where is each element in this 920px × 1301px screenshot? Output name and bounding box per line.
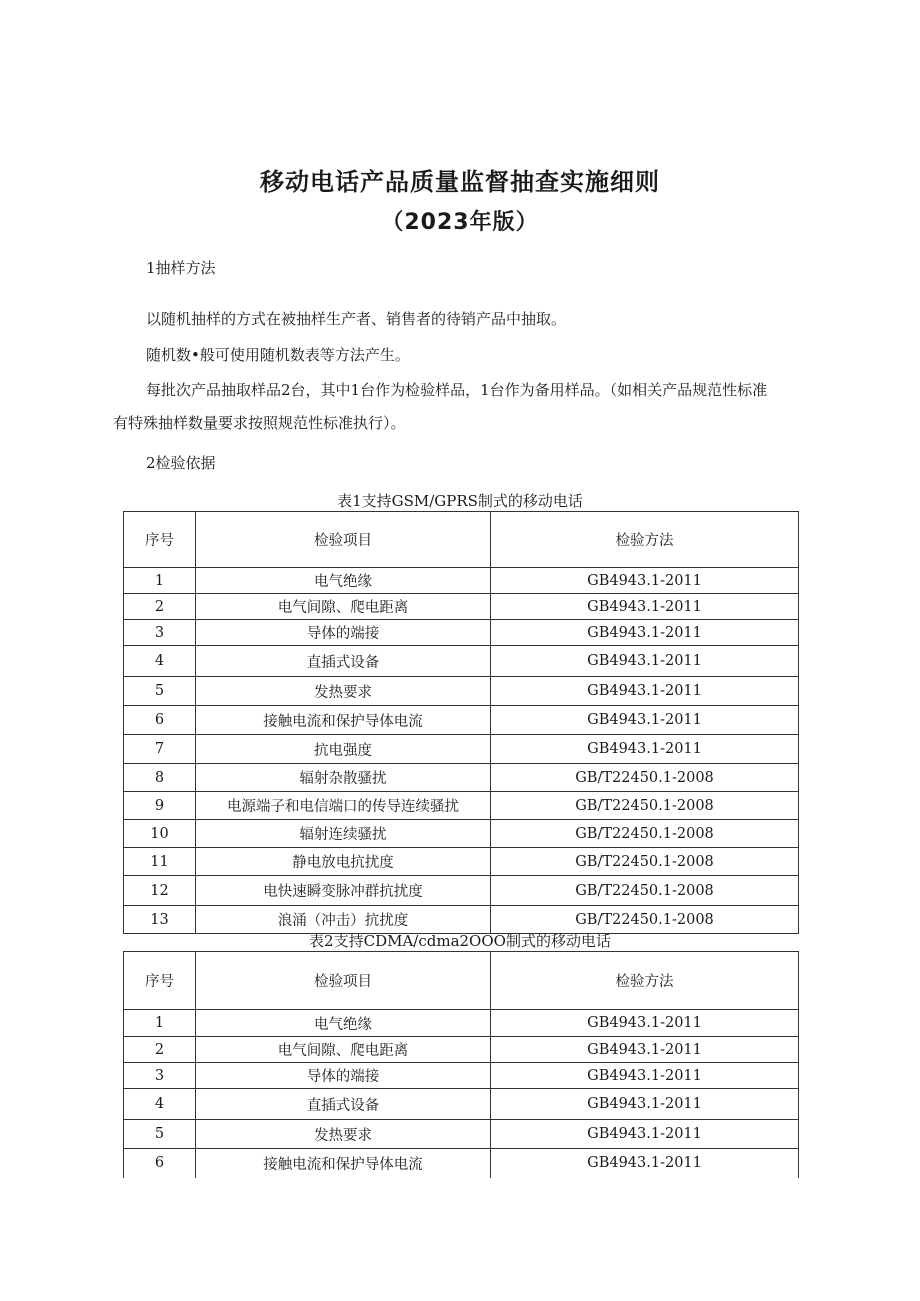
- row-method: GB/T22450.1-2008: [491, 820, 799, 848]
- section1-paragraph-2: 随机数•般可使用随机数表等方法产生。: [146, 346, 410, 364]
- row-index: 2: [124, 594, 196, 620]
- row-method: GB4943.1-2011: [491, 620, 799, 646]
- table1-header-method: 检验方法: [491, 512, 799, 568]
- row-method: GB4943.1-2011: [491, 735, 799, 764]
- page-title: 移动电话产品质量监督抽查实施细则: [260, 168, 660, 196]
- row-method: GB4943.1-2011: [491, 646, 799, 677]
- row-index: 3: [124, 1063, 196, 1089]
- table-row: [124, 568, 799, 594]
- row-method: GB4943.1-2011: [491, 1089, 799, 1120]
- row-index: 13: [124, 906, 196, 934]
- row-method: GB/T22450.1-2008: [491, 906, 799, 934]
- row-method: GB/T22450.1-2008: [491, 848, 799, 876]
- table1-header-row: [124, 512, 799, 568]
- row-method: GB4943.1-2011: [491, 1037, 799, 1063]
- table-row: [124, 1149, 799, 1178]
- table-row: [124, 792, 799, 820]
- table-row: [124, 1010, 799, 1037]
- table-row: [124, 1089, 799, 1120]
- row-method: GB4943.1-2011: [491, 1149, 799, 1178]
- row-method: GB4943.1-2011: [491, 677, 799, 706]
- row-index: 4: [124, 646, 196, 677]
- row-index: 5: [124, 1120, 196, 1149]
- table-row: [124, 906, 799, 934]
- row-item: 发热要求: [196, 1120, 491, 1149]
- row-item: 抗电强度: [196, 735, 491, 764]
- row-index: 10: [124, 820, 196, 848]
- row-item: 电快速瞬变脉冲群抗扰度: [196, 876, 491, 906]
- row-item: 接触电流和保护导体电流: [196, 1149, 491, 1178]
- table-row: [124, 1063, 799, 1089]
- page-subtitle: （2023年版）: [381, 210, 539, 235]
- row-item: 辐射连续骚扰: [196, 820, 491, 848]
- row-method: GB4943.1-2011: [491, 1010, 799, 1037]
- table2-caption: 表2支持CDMA/cdma2OOO制式的移动电话: [309, 932, 611, 950]
- table-row: [124, 677, 799, 706]
- section2-heading: 2检验依据: [146, 454, 216, 472]
- table-row: [124, 646, 799, 677]
- table-row: [124, 820, 799, 848]
- row-item: 浪涌（冲击）抗扰度: [196, 906, 491, 934]
- table2-header-method: 检验方法: [491, 952, 799, 1010]
- row-item: 电气间隙、爬电距离: [196, 1037, 491, 1063]
- section1-heading: 1抽样方法: [146, 259, 216, 277]
- row-index: 11: [124, 848, 196, 876]
- row-index: 7: [124, 735, 196, 764]
- row-item: 电气间隙、爬电距离: [196, 594, 491, 620]
- row-item: 电气绝缘: [196, 1010, 491, 1037]
- table-row: [124, 706, 799, 735]
- row-item: 直插式设备: [196, 646, 491, 677]
- row-method: GB4943.1-2011: [491, 568, 799, 594]
- row-index: 4: [124, 1089, 196, 1120]
- table2-header-index: 序号: [124, 952, 196, 1010]
- row-index: 6: [124, 706, 196, 735]
- row-index: 8: [124, 764, 196, 792]
- table-row: [124, 620, 799, 646]
- table1: [123, 511, 799, 934]
- table2-header-item: 检验项目: [196, 952, 491, 1010]
- table2: [123, 951, 799, 1178]
- row-method: GB4943.1-2011: [491, 706, 799, 735]
- row-method: GB4943.1-2011: [491, 594, 799, 620]
- row-method: GB/T22450.1-2008: [491, 792, 799, 820]
- table-row: [124, 764, 799, 792]
- row-index: 6: [124, 1149, 196, 1178]
- row-method: GB/T22450.1-2008: [491, 876, 799, 906]
- table-row: [124, 735, 799, 764]
- row-index: 2: [124, 1037, 196, 1063]
- table-row: [124, 848, 799, 876]
- row-item: 导体的端接: [196, 620, 491, 646]
- row-item: 静电放电抗扰度: [196, 848, 491, 876]
- table1-header-item: 检验项目: [196, 512, 491, 568]
- table-row: [124, 1120, 799, 1149]
- row-item: 电气绝缘: [196, 568, 491, 594]
- row-item: 直插式设备: [196, 1089, 491, 1120]
- table-row: [124, 594, 799, 620]
- row-index: 1: [124, 568, 196, 594]
- row-item: 辐射杂散骚扰: [196, 764, 491, 792]
- table-row: [124, 876, 799, 906]
- row-index: 3: [124, 620, 196, 646]
- row-index: 9: [124, 792, 196, 820]
- table1-header-index: 序号: [124, 512, 196, 568]
- row-item: 电源端子和电信端口的传导连续骚扰: [196, 792, 491, 820]
- row-method: GB/T22450.1-2008: [491, 764, 799, 792]
- row-method: GB4943.1-2011: [491, 1063, 799, 1089]
- row-index: 1: [124, 1010, 196, 1037]
- row-index: 12: [124, 876, 196, 906]
- table2-header-row: [124, 952, 799, 1010]
- section1-paragraph-3-line2: 有特殊抽样数量要求按照规范性标准执行）。: [113, 414, 406, 432]
- table1-caption: 表1支持GSM/GPRS制式的移动电话: [337, 492, 583, 510]
- row-item: 发热要求: [196, 677, 491, 706]
- row-item: 接触电流和保护导体电流: [196, 706, 491, 735]
- table-row: [124, 1037, 799, 1063]
- row-method: GB4943.1-2011: [491, 1120, 799, 1149]
- row-index: 5: [124, 677, 196, 706]
- section1-paragraph-1: 以随机抽样的方式在被抽样生产者、销售者的待销产品中抽取。: [146, 310, 567, 328]
- section1-paragraph-3-line1: 每批次产品抽取样品2台，其中1台作为检验样品，1台作为备用样品。（如相关产品规范性标准: [146, 381, 768, 399]
- row-item: 导体的端接: [196, 1063, 491, 1089]
